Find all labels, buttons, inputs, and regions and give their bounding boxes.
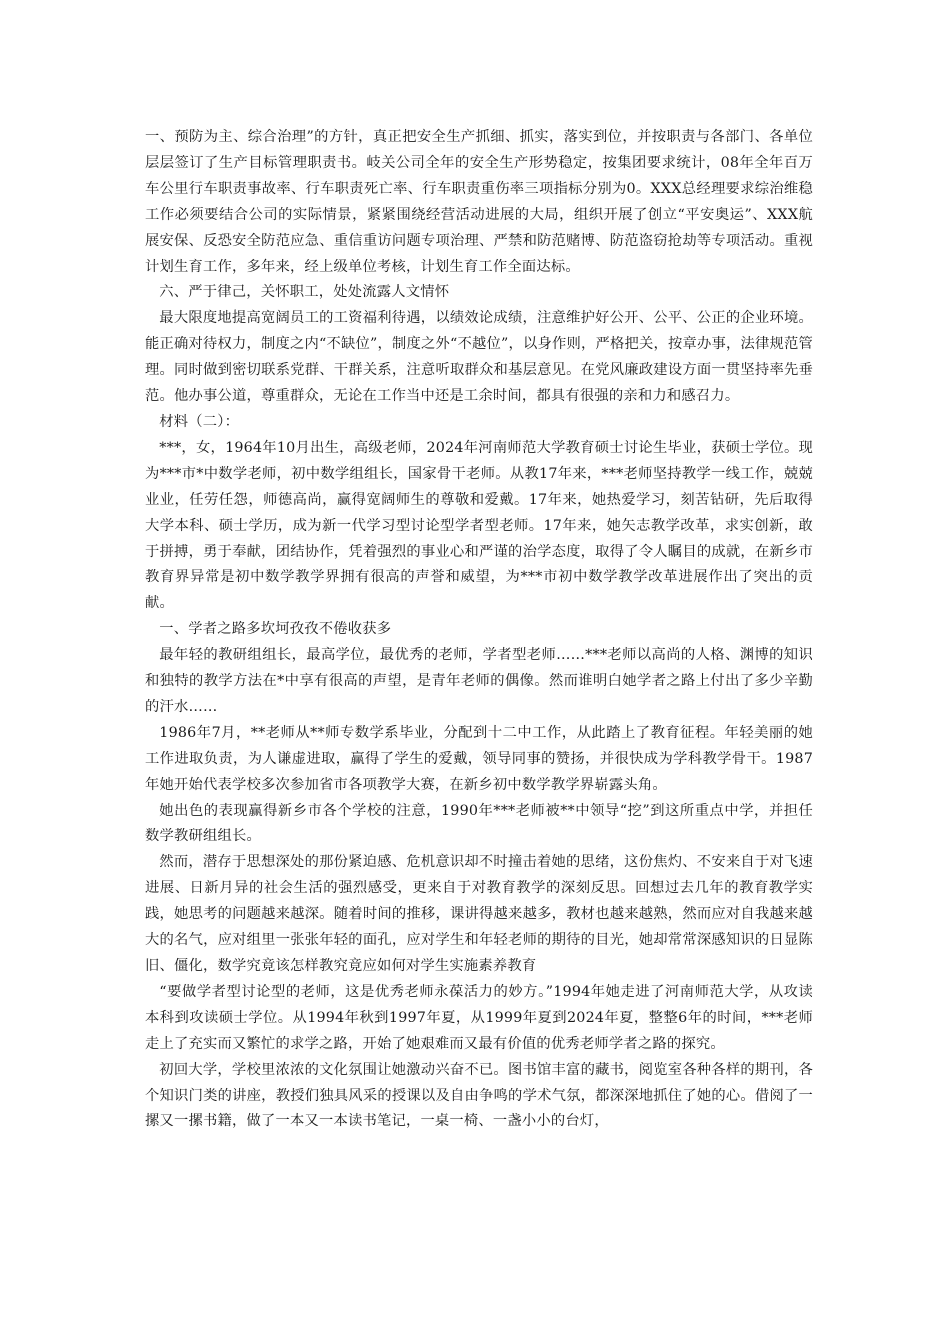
paragraph: 最年轻的教研组组长，最高学位，最优秀的老师，学者型老师……***老师以高尚的人格、渊博的知识和独特的教学方法在*中享有很高的声望，是青年老师的偶像。然而谁明白她学者之路上付出了多少辛勤的汗水…… [145, 647, 813, 715]
paragraph: 最大限度地提高宽阔员工的工资福利待遇，以绩效论成绩，注意维护好公开、公平、公正的企业环境。能正确对待权力，制度之内“不缺位”，制度之外“不越位”，以身作则，严格把关，按章办事，法律规范管理。同时做到密切联系党群、干群关系，注意听取群众和基层意见。在党风廉政建设方面一贯坚持率先垂范。他办事公道，尊重群众，无论在工作当中还是工余时间，都具有很强的亲和力和感召力。 [145, 310, 813, 405]
document-body [145, 125, 813, 1135]
section-heading: 六、严于律己，关怀职工，处处流露人文情怀 [159, 284, 450, 301]
paragraph: 初回大学，学校里浓浓的文化氛围让她激动兴奋不已。图书馆丰富的藏书，阅览室各种各样的期刊，各个知识门类的讲座，教授们独具风采的授课以及自由争鸣的学术气氛，都深深地抓住了她的心。借阅了一摞又一摞书籍，做了一本又一本读书笔记，一桌一椅、一盏小小的台灯， [145, 1061, 813, 1130]
paragraph: 她出色的表现赢得新乡市各个学校的注意，1990年***老师被**中领导“挖”到这所重点中学，并担任数学教研组组长。 [145, 802, 813, 845]
paragraph: 然而，潜存于思想深处的那份紧迫感、危机意识却不时撞击着她的思绪，这份焦灼、不安来自于对飞速进展、日新月异的社会生活的强烈感受，更来自于对教育教学的深刻反思。回想过去几年的教育教学实践，她思考的问题越来越深。随着时间的推移，课讲得越来越多，教材也越来越熟，然而应对自我越来越大的名气，应对组里一张张年轻的面孔，应对学生和年轻老师的期待的目光，她却常常深感知识的日显陈旧、僵化，数学究竟该怎样教究竟应如何对学生实施素养教育 [145, 854, 813, 974]
section-heading: 材料（二）： [159, 413, 240, 430]
section-heading: 一、学者之路多坎坷孜孜不倦收获多 [159, 621, 392, 638]
paragraph: ***，女，1964年10月出生，高级老师，2024年河南师范大学教育硕士讨论生毕业，获硕士学位。现为***市*中数学老师，初中数学组组长，国家骨干老师。从教17年来，***老师坚持教学一线工作，兢兢业业，任劳任怨，师德高尚，赢得宽阔师生的尊敬和爱戴。17年来，她热爱学习，刻苦钻研，先后取得大学本科、硕士学历，成为新一代学习型讨论型学者型老师。17年来，她矢志教学改革，求实创新，敢于拼搏，勇于奉献，团结协作，凭着强烈的事业心和严谨的治学态度，取得了令人瞩目的成就，在新乡市教育界异常是初中数学教学界拥有很高的声誉和威望，为***市初中数学教学改革进展作出了突出的贡献。 [145, 439, 813, 612]
paragraph: 一、预防为主、综合治理”的方针，真正把安全生产抓细、抓实，落实到位，并按职责与各部门、各单位层层签订了生产目标管理职责书。岐关公司全年的安全生产形势稳定，按集团要求统计，08年全年百万车公里行车职责事故率、行车职责死亡率、行车职责重伤率三项指标分别为0。XXX总经理要求综治维稳工作必须要结合公司的实际情景，紧紧围绕经营活动进展的大局，组织开展了创立“平安奥运”、XXX航展安保、反恐安全防范应急、重信重访问题专项治理、严禁和防范赌博、防范盗窃抢劫等专项活动。重视计划生育工作，多年来，经上级单位考核，计划生育工作全面达标。 [145, 129, 813, 275]
paragraph: 1986年7月，**老师从**师专数学系毕业，分配到十二中工作，从此踏上了教育征程。年轻美丽的她工作进取负责，为人谦虚进取，赢得了学生的爱戴，领导同事的赞扬，并很快成为学科教学骨干。1987年她开始代表学校多次参加省市各项教学大赛，在新乡初中数学教学界崭露头角。 [145, 724, 813, 793]
paragraph: “要做学者型讨论型的老师，这是优秀老师永葆活力的妙方。”1994年她走进了河南师范大学，从攻读本科到攻读硕士学位。从1994年秋到1997年夏，从1999年夏到2024年夏，整整6年的时间，***老师走上了充实而又繁忙的求学之路，开始了她艰难而又最有价值的优秀老师学者之路的探究。 [145, 983, 813, 1052]
